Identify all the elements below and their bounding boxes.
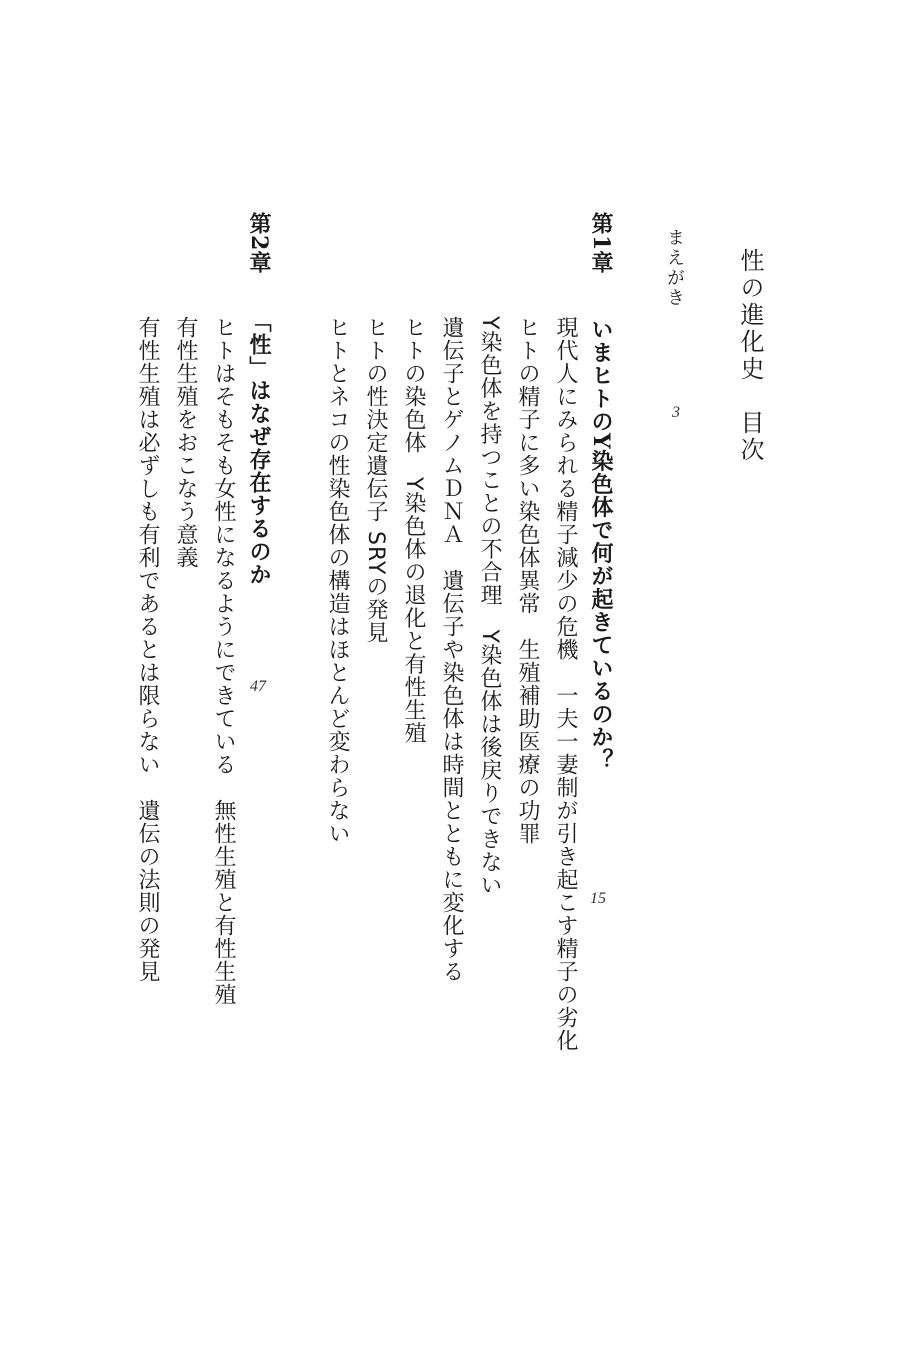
chapter1-section-line: ヒトの染色体 Y染色体の退化と有性生殖 [401, 316, 426, 745]
chapter2-label: 第2章 [246, 212, 272, 275]
chapter1-section-line: 遺伝子とゲノムＤＮＡ 遺伝子や染色体は時間とともに変化する [439, 316, 464, 983]
chapter2-section-line: 有性生殖は必ずしも有利であるとは限らない 遺伝の法則の発見 [135, 316, 160, 983]
chapter1-title: いまヒトのY染色体で何が起きているのか？ [588, 318, 614, 772]
chapter1-section-line: ヒトの性決定遺伝子 SRYの発見 [363, 316, 388, 645]
chapter1-page-number: 15 [590, 890, 606, 907]
chapter2-page-number: 47 [250, 678, 266, 695]
chapter2-title: 「性」はなぜ存在するのか [246, 310, 272, 586]
preface-page-number: 3 [672, 404, 680, 421]
preface-label: まえがき [664, 228, 685, 308]
chapter2-section-line: 有性生殖をおこなう意義 [173, 316, 198, 569]
chapter1-section-line: ヒトとネコの性染色体の構造はほとんど変わらない [325, 316, 350, 845]
chapter1-label: 第1章 [588, 212, 614, 275]
chapter2-section-line: ヒトはそもそも女性になるようにできている 無性生殖と有性生殖 [211, 316, 236, 1006]
chapter1-section-line: ヒトの精子に多い染色体異常 生殖補助医療の功罪 [515, 316, 540, 845]
toc-title: 性の進化史 目次 [736, 248, 764, 464]
chapter1-section-line: 現代人にみられる精子減少の危機 一夫一妻制が引き起こす精子の劣化 [553, 316, 578, 1052]
chapter1-section-line: Y染色体を持つことの不合理 Y染色体は後戻りできない [477, 316, 502, 897]
